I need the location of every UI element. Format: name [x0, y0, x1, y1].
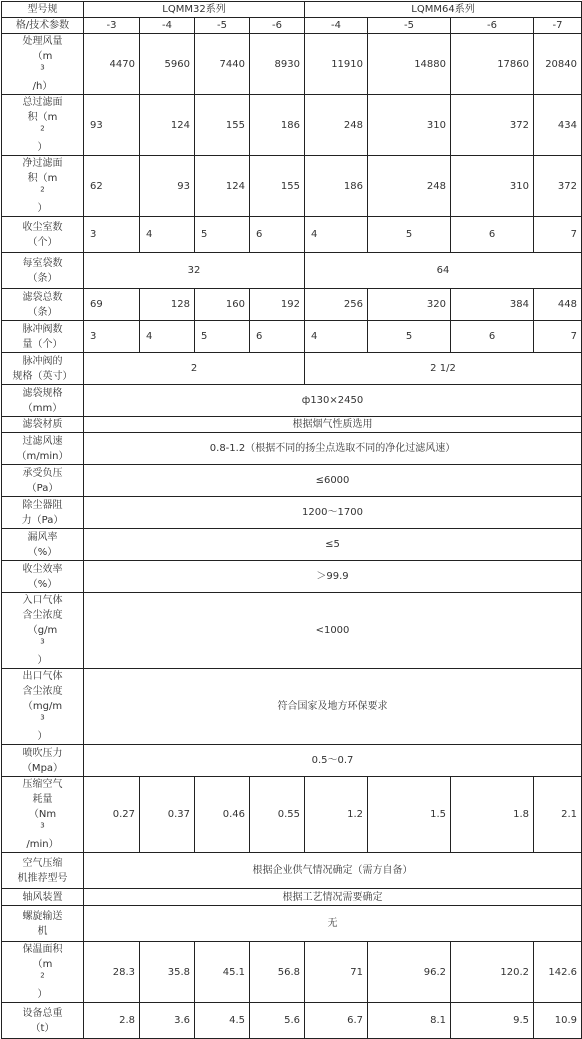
cell: 155 — [250, 156, 305, 217]
row-label: 出口气体 含尘浓度 （mg/m $^3$ ） — [2, 669, 84, 745]
cell-merged: 根据企业供气情况确定（需方自备） — [84, 853, 582, 889]
cell-merged: ＞99.9 — [84, 561, 582, 593]
cell: 4 — [305, 321, 368, 353]
cell: 8.1 — [368, 1003, 451, 1039]
model-suffix: -5 — [195, 18, 250, 34]
cell: 3.6 — [140, 1003, 195, 1039]
row-bag-material — [2, 417, 582, 433]
cell: 192 — [250, 289, 305, 321]
cell: 142.6 — [534, 942, 582, 1003]
row-label: 螺旋输送 机 — [2, 906, 84, 942]
series-a-title: LQMM32系列 — [84, 2, 305, 18]
cell: 186 — [305, 156, 368, 217]
row-label: 总过滤面 积（m $^2$ ） — [2, 95, 84, 156]
cell: 1.2 — [305, 777, 368, 853]
row-bag-spec — [2, 385, 582, 417]
cell: 5.6 — [250, 1003, 305, 1039]
row-label: 轴风装置 — [2, 889, 84, 906]
row-valve-spec — [2, 353, 582, 385]
row-chambers — [2, 217, 582, 253]
row-label: 脉冲阀数 量（个） — [2, 321, 84, 353]
cell: 20840 — [534, 34, 582, 95]
cell: 124 — [140, 95, 195, 156]
cell: 5 — [195, 217, 250, 253]
row-leak-rate — [2, 529, 582, 561]
row-label: 入口气体 含尘浓度 （g/m $^3$ ） — [2, 593, 84, 669]
row-label: 压缩空气 耗量 （Nm $^3$ /min） — [2, 777, 84, 853]
row-weight — [2, 1003, 582, 1039]
cell: 6 — [250, 321, 305, 353]
cell: 7440 — [195, 34, 250, 95]
cell: 4470 — [84, 34, 140, 95]
row-insulation — [2, 942, 582, 1003]
row-efficiency — [2, 561, 582, 593]
row-bags-per-chamber — [2, 253, 582, 289]
cell: 1.8 — [451, 777, 534, 853]
cell: 160 — [195, 289, 250, 321]
row-label: 承受负压 （Pa） — [2, 465, 84, 497]
cell: 320 — [368, 289, 451, 321]
cell: 93 — [140, 156, 195, 217]
header-row-1 — [2, 2, 582, 18]
cell: 28.3 — [84, 942, 140, 1003]
cell: 4 — [140, 217, 195, 253]
cell-series-a: 32 — [84, 253, 305, 289]
spec-table — [1, 1, 582, 1039]
cell-merged: 0.8-1.2（根据不同的扬尘点选取不同的净化过滤风速） — [84, 433, 582, 465]
cell: 11910 — [305, 34, 368, 95]
cell: 69 — [84, 289, 140, 321]
row-label: 收尘室数 （个） — [2, 217, 84, 253]
row-label: 收尘效率 （%） — [2, 561, 84, 593]
cell-merged: 符合国家及地方环保要求 — [84, 669, 582, 745]
cell: 3 — [84, 217, 140, 253]
cell: 5960 — [140, 34, 195, 95]
cell-merged: 根据烟气性质选用 — [84, 417, 582, 433]
cell: 1.5 — [368, 777, 451, 853]
row-valves — [2, 321, 582, 353]
cell: 248 — [305, 95, 368, 156]
row-label: 保温面积 （m $^2$ ） — [2, 942, 84, 1003]
cell: 6.7 — [305, 1003, 368, 1039]
cell: 0.27 — [84, 777, 140, 853]
cell-merged: 1200～1700 — [84, 497, 582, 529]
model-suffix: -7 — [534, 18, 582, 34]
series-b-title: LQMM64系列 — [305, 2, 582, 18]
row-label: 净过滤面 积（m $^2$ ） — [2, 156, 84, 217]
row-total-area — [2, 95, 582, 156]
cell: 3 — [84, 321, 140, 353]
cell: 56.8 — [250, 942, 305, 1003]
row-total-bags — [2, 289, 582, 321]
cell: 7 — [534, 321, 582, 353]
row-label: 处理风量 （m $^3$ /h） — [2, 34, 84, 95]
cell: 4 — [305, 217, 368, 253]
row-airflow — [2, 34, 582, 95]
row-air-consumption — [2, 777, 582, 853]
cell: 7 — [534, 217, 582, 253]
model-suffix: -4 — [305, 18, 368, 34]
cell: 155 — [195, 95, 250, 156]
model-suffix: -6 — [451, 18, 534, 34]
row-compressor — [2, 853, 582, 889]
cell: 6 — [451, 217, 534, 253]
cell: 45.1 — [195, 942, 250, 1003]
model-suffix: -3 — [84, 18, 140, 34]
row-label: 滤袋材质 — [2, 417, 84, 433]
cell: 14880 — [368, 34, 451, 95]
cell-merged: 无 — [84, 906, 582, 942]
cell: 2.1 — [534, 777, 582, 853]
cell: 434 — [534, 95, 582, 156]
cell: 62 — [84, 156, 140, 217]
row-blow-pressure — [2, 745, 582, 777]
cell: 384 — [451, 289, 534, 321]
cell: 8930 — [250, 34, 305, 95]
cell: 310 — [368, 95, 451, 156]
cell: 4 — [140, 321, 195, 353]
cell: 71 — [305, 942, 368, 1003]
cell-series-b: 2 1/2 — [305, 353, 582, 385]
cell: 120.2 — [451, 942, 534, 1003]
cell-merged: ≤5 — [84, 529, 582, 561]
cell: 5 — [195, 321, 250, 353]
cell-merged: 0.5～0.7 — [84, 745, 582, 777]
cell-series-b: 64 — [305, 253, 582, 289]
row-label: 漏风率 （%） — [2, 529, 84, 561]
cell: 124 — [195, 156, 250, 217]
cell: 17860 — [451, 34, 534, 95]
cell: 2.8 — [84, 1003, 140, 1039]
cell: 9.5 — [451, 1003, 534, 1039]
cell: 6 — [250, 217, 305, 253]
model-suffix: -6 — [250, 18, 305, 34]
cell: 5 — [368, 321, 451, 353]
cell-merged: <1000 — [84, 593, 582, 669]
row-filter-speed — [2, 433, 582, 465]
row-label: 每室袋数 （条） — [2, 253, 84, 289]
header-label-2: 格/技术参数 — [2, 18, 84, 34]
cell: 10.9 — [534, 1003, 582, 1039]
cell-merged: ф130×2450 — [84, 385, 582, 417]
cell: 0.46 — [195, 777, 250, 853]
cell: 186 — [250, 95, 305, 156]
row-label: 滤袋总数 （条） — [2, 289, 84, 321]
cell: 372 — [451, 95, 534, 156]
cell: 128 — [140, 289, 195, 321]
cell: 93 — [84, 95, 140, 156]
cell: 0.37 — [140, 777, 195, 853]
row-label: 过滤风速 （m/min） — [2, 433, 84, 465]
row-outlet-conc — [2, 669, 582, 745]
cell: 372 — [534, 156, 582, 217]
row-label: 滤袋规格 （mm） — [2, 385, 84, 417]
row-pressure — [2, 465, 582, 497]
cell-merged: ≤6000 — [84, 465, 582, 497]
cell: 248 — [368, 156, 451, 217]
cell: 310 — [451, 156, 534, 217]
cell: 256 — [305, 289, 368, 321]
cell: 448 — [534, 289, 582, 321]
row-label: 脉冲阀的 规格（英寸） — [2, 353, 84, 385]
header-row-2 — [2, 18, 582, 34]
header-label-1: 型号规 — [2, 2, 84, 18]
cell: 4.5 — [195, 1003, 250, 1039]
row-label: 设备总重 （t） — [2, 1003, 84, 1039]
model-suffix: -5 — [368, 18, 451, 34]
cell-merged: 根据工艺情况需要确定 — [84, 889, 582, 906]
cell: 0.55 — [250, 777, 305, 853]
cell-series-a: 2 — [84, 353, 305, 385]
cell: 96.2 — [368, 942, 451, 1003]
row-resistance — [2, 497, 582, 529]
row-net-area — [2, 156, 582, 217]
row-fan — [2, 889, 582, 906]
cell: 35.8 — [140, 942, 195, 1003]
row-label: 喷吹压力 （Mpa） — [2, 745, 84, 777]
row-inlet-conc — [2, 593, 582, 669]
cell: 5 — [368, 217, 451, 253]
row-label: 空气压缩 机推荐型号 — [2, 853, 84, 889]
model-suffix: -4 — [140, 18, 195, 34]
cell: 6 — [451, 321, 534, 353]
row-label: 除尘器阻 力（Pa） — [2, 497, 84, 529]
